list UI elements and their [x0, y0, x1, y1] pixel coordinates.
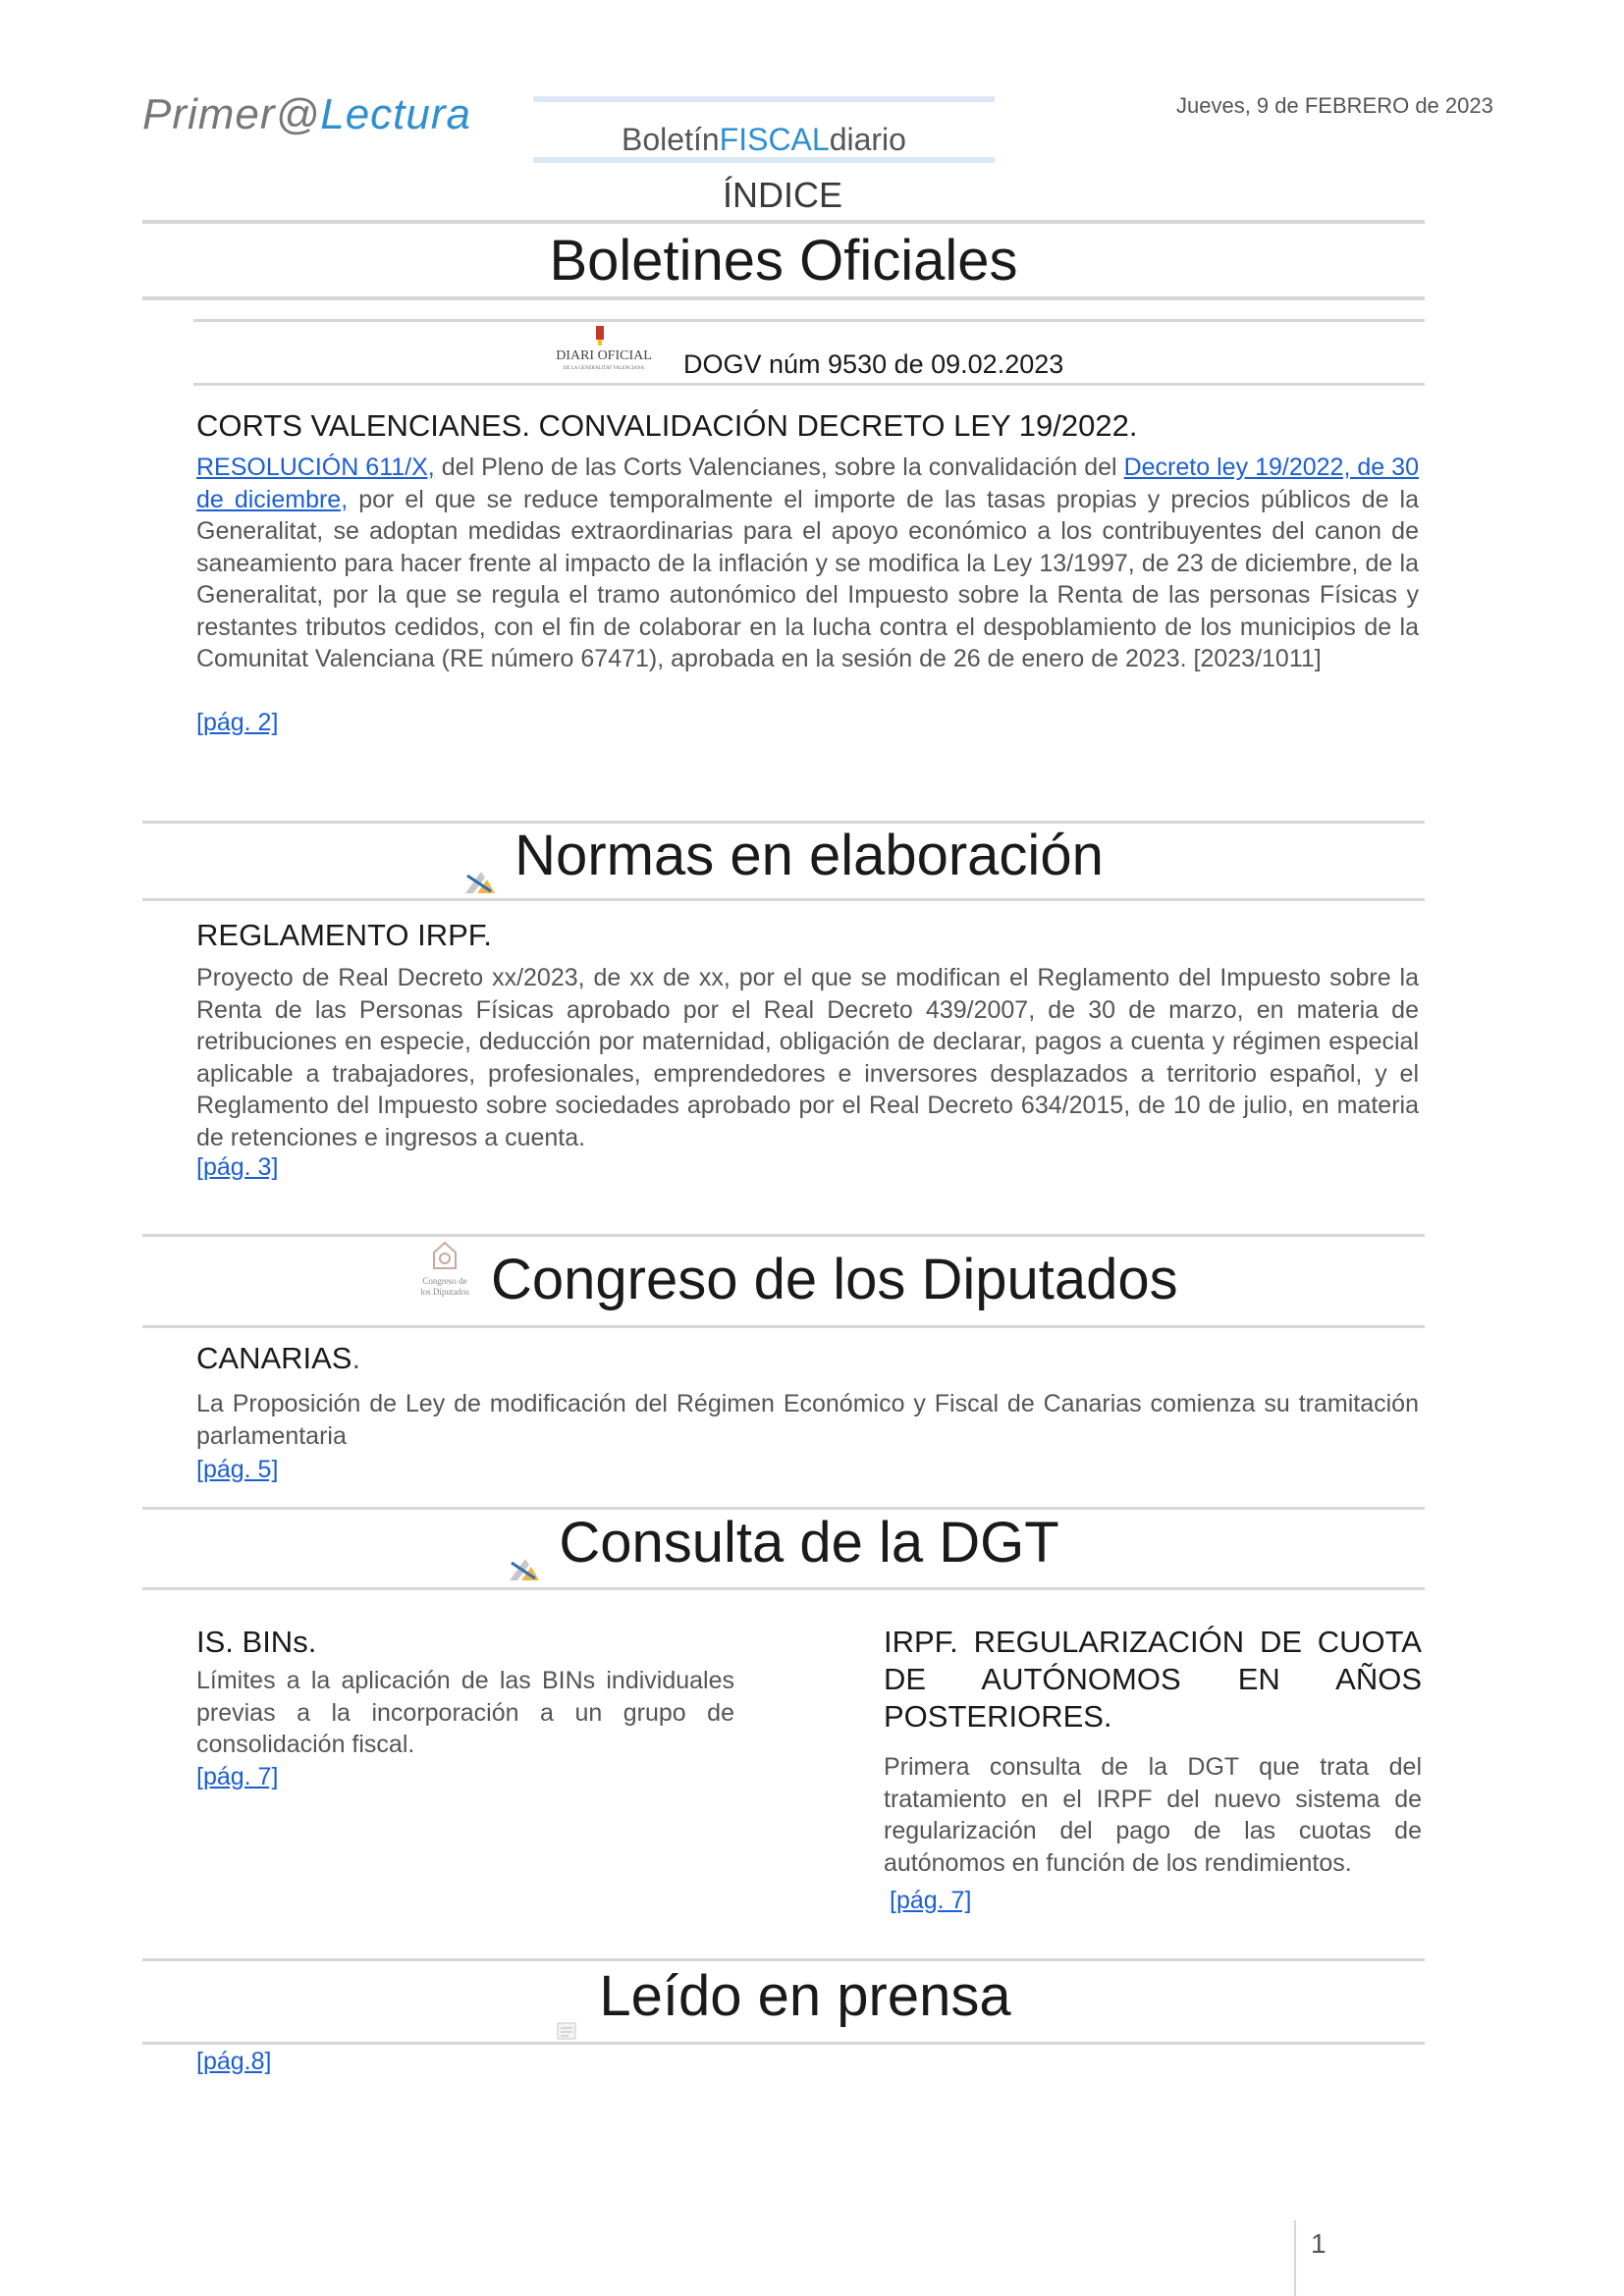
divider [142, 2042, 1425, 2045]
page-link[interactable]: [pág.8] [196, 2048, 272, 2075]
divider [142, 898, 1425, 901]
logo-part2: Lectura [320, 90, 471, 138]
divider [193, 383, 1425, 386]
page-link[interactable]: [pág. 2] [196, 709, 279, 736]
brand-logo [142, 90, 471, 139]
boletines-heading: CORTS VALENCIANES. CONVALIDACIÓN DECRETO LEY 19/2022. [196, 408, 1138, 443]
congreso-heading: CANARIAS. [196, 1341, 361, 1375]
divider [142, 1234, 1425, 1237]
section-title-boletines: Boletines Oficiales [549, 229, 1018, 293]
aeat-logo-icon [463, 845, 497, 875]
dgt-right-heading: IRPF. REGULARIZACIÓN DE CUOTA DE AUTÓNOMOS EN AÑOS POSTERIORES. [884, 1625, 1422, 1734]
index-title: ÍNDICE [722, 175, 842, 215]
page-link[interactable]: [pág. 5] [196, 1456, 279, 1483]
newspaper-icon [556, 1990, 577, 2011]
svg-text:Congreso de: Congreso de [422, 1276, 467, 1286]
divider [142, 220, 1425, 224]
dgt-left-body: Límites a la aplicación de las BINs individuales previas a la incorporación a un grupo de consolidación fiscal. [196, 1667, 734, 1758]
header-date: Jueves, 9 de FEBRERO de 2023 [1176, 93, 1493, 118]
page-number: 1 [1311, 2228, 1326, 2259]
section-title-congreso: Congreso de los Diputados [491, 1248, 1178, 1311]
section-title-prensa: Leído en prensa [142, 1963, 1425, 2029]
divider [193, 319, 1425, 322]
divider [142, 1587, 1425, 1590]
normas-heading: REGLAMENTO IRPF. [196, 918, 492, 952]
page-number-bar [1294, 2220, 1296, 2296]
section-title-dgt: Consulta de la DGT [142, 1510, 1425, 1575]
divider [142, 296, 1425, 300]
congreso-logo-icon [420, 1239, 469, 1302]
decreto-link[interactable]: Decreto ley 19/2022, de 30 de diciembre, [196, 454, 1419, 513]
dogv-logo-icon [540, 324, 668, 377]
boletines-body: RESOLUCIÓN 611/X, del Pleno de las Corts Valencianes, sobre la convalidación del Decreto ley 19/2022, de 30 de diciembre, por el que se reduce temporalmente el importe de las tasas propias y precios públicos de la Generalitat, se adoptan medidas extraordinarias para el apoyo económico a los contribuyentes del canon de saneamiento para hacer frente al impacto de la inflación y se modifica la Ley 13/1997, de 23 de diciembre, de la Generalitat, por la que se regula el tramo autonómico del Impuesto sobre la Renta de las personas Físicas y restantes tributos cedidos, con el fin de colaborar en la lucha contra el despoblamiento de los municipios de la Comunitat Valenciana (RE número 67471), aprobada en la sesión de 26 de enero de 2023. [2023/1011] [196, 454, 1420, 672]
divider [142, 1325, 1425, 1328]
dogv-issue: DOGV núm 9530 de 09.02.2023 [683, 349, 1064, 379]
dgt-right-body: Primera consulta de la DGT que trata del tratamiento en el IRPF del nuevo sistema de regularización del pago de las cuotas de autónomos en función de los rendimientos. [884, 1753, 1422, 1877]
dgt-left-heading: IS. BINs. [196, 1625, 317, 1659]
logo-part1: Primer@ [142, 90, 321, 138]
aeat-logo-icon [508, 1532, 541, 1562]
page-link[interactable]: [pág. 3] [196, 1153, 279, 1181]
svg-text:DE LA GENERALITAT VALENCIANA: DE LA GENERALITAT VALENCIANA [563, 366, 645, 371]
page-link[interactable]: [pág. 7] [890, 1887, 972, 1914]
svg-text:DIARI OFICIAL: DIARI OFICIAL [556, 348, 652, 363]
section-title-normas: Normas en elaboración [142, 823, 1425, 888]
normas-body: Proyecto de Real Decreto xx/2023, de xx de xx, por el que se modifican el Reglamento del Impuesto sobre la Renta de las Personas Físicas aprobado por el Real Decreto 439/2007, de 30 de marzo, en materia de retribuciones en especie, deducción por maternidad, obligación de declarar, pagos a cuenta y régimen especial aplicable a trabajadores, profesionales, emprendedores e inversores desplazados a territorio español, y el Reglamento del Impuesto sobre sociedades aprobado por el Real Decreto 634/2015, de 10 de julio, en materia de retenciones e ingresos a cuenta. [196, 964, 1419, 1151]
bulletin-title: BoletínFISCALdiario [533, 96, 995, 163]
svg-text:los Diputados: los Diputados [420, 1287, 469, 1297]
divider [142, 1958, 1425, 1961]
page-link[interactable]: [pág. 7] [196, 1763, 279, 1790]
resolucion-link[interactable]: RESOLUCIÓN 611/X, [196, 454, 435, 481]
congreso-body: La Proposición de Ley de modificación del Régimen Económico y Fiscal de Canarias comienza su tramitación parlamentaria [196, 1390, 1419, 1450]
